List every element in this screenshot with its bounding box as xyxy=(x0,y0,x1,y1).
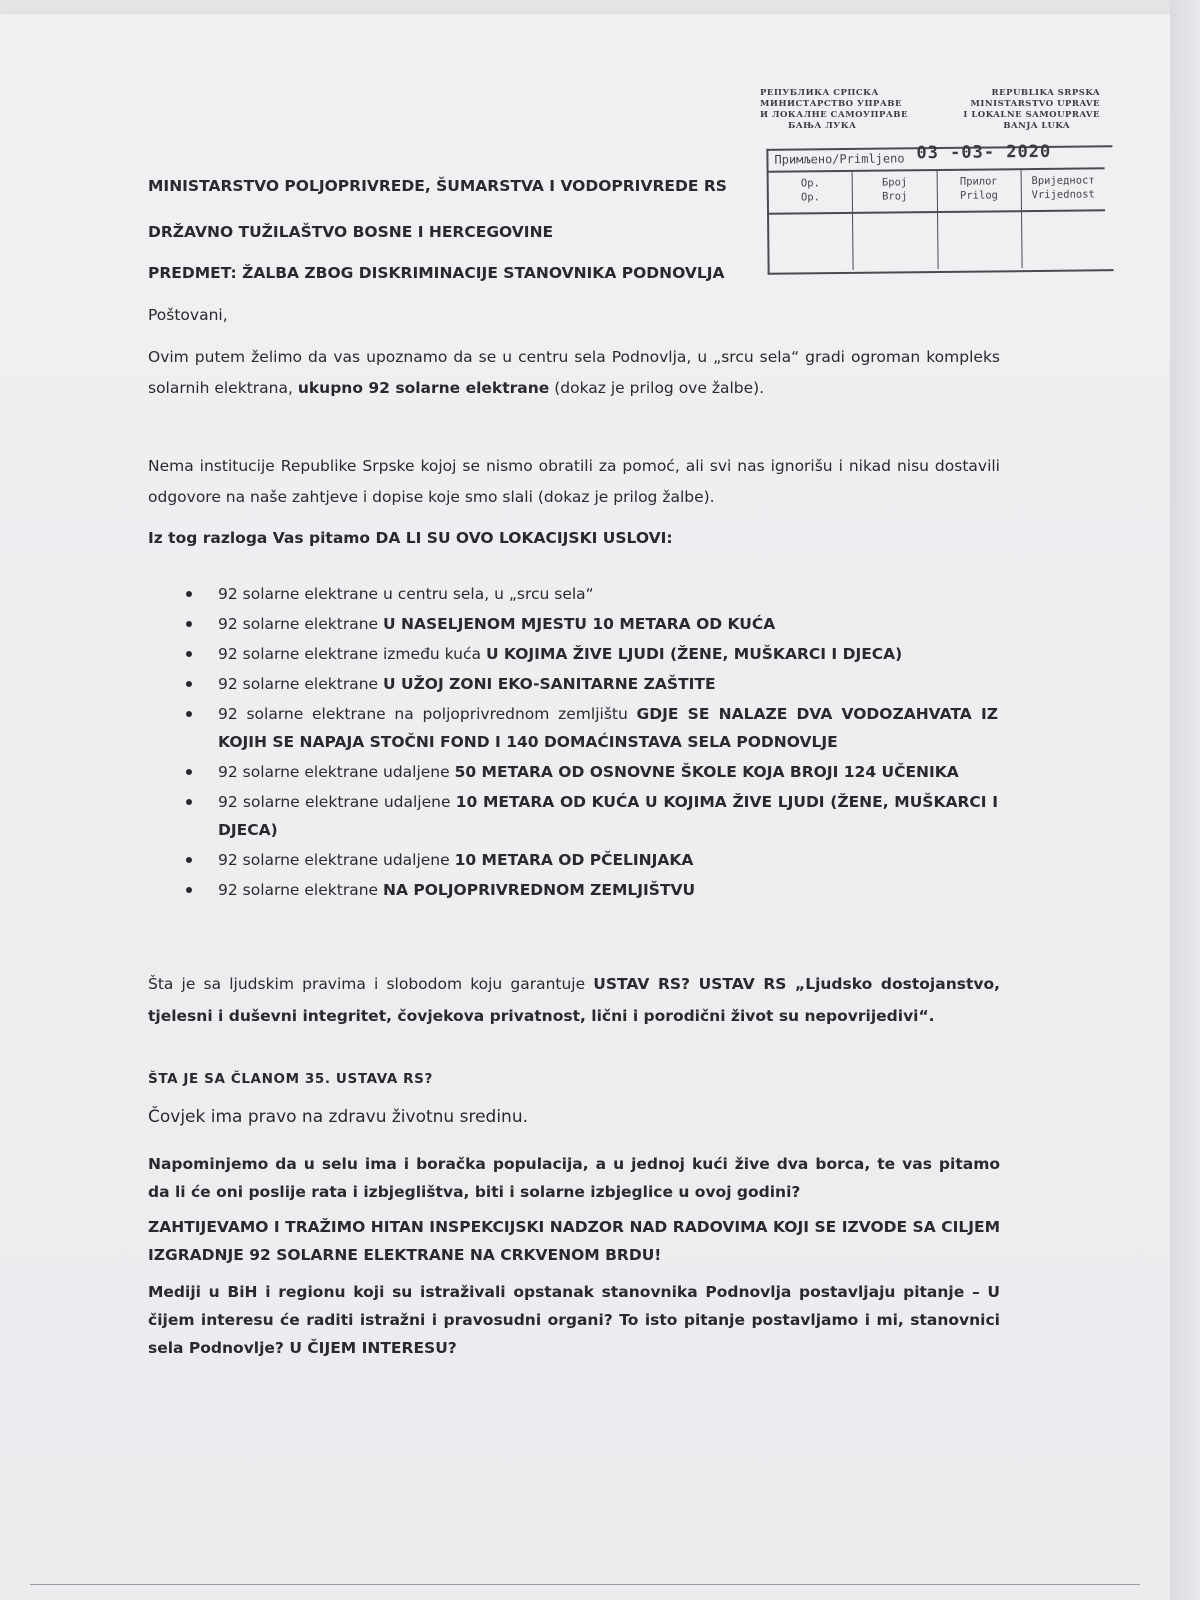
stamp-col-label: Ор. xyxy=(800,177,820,190)
text-span: 92 solarne elektrane xyxy=(218,881,383,899)
bullet-icon xyxy=(186,857,192,863)
text-span: 92 solarne elektrane udaljene xyxy=(218,793,456,811)
text-span: 92 solarne elektrane udaljene xyxy=(218,851,455,869)
stamp-line: И ЛОКАЛНЕ САМОУПРАВЕ xyxy=(760,110,908,120)
stamp-date: 03 -03- 2020 xyxy=(916,141,1052,164)
list-item xyxy=(186,788,998,844)
text-span: 92 solarne elektrane između kuća xyxy=(218,645,486,663)
text-span: 92 solarne elektrane xyxy=(218,615,383,633)
paragraph-veterans: Napominjemo da u selu ima i boračka populacija, a u jednoj kući žive dva borca, te vas pitamo da li će oni poslije rata i izbjeglištva, biti i solarne izbjeglice u ovoj godini? xyxy=(148,1155,1000,1201)
paragraph-question xyxy=(148,527,1000,549)
stamp-col-label: Број xyxy=(881,176,908,189)
stamp-col-label: Prilog xyxy=(959,189,999,202)
text-span: (dokaz je prilog ove žalbe). xyxy=(549,379,765,397)
stamp-received-label: Примљено/Primljeno xyxy=(774,151,905,167)
list-item xyxy=(186,580,998,608)
text-span: Šta je sa ljudskim pravima i slobodom koju garantuje xyxy=(148,975,594,993)
bullet-icon xyxy=(186,799,192,805)
text-span-bold: ukupno 92 solarne elektrane xyxy=(297,379,550,397)
paragraph-demand: ZAHTIJEVAMO I TRAŽIMO HITAN INSPEKCIJSKI NADZOR NAD RADOVIMA KOJI SE IZVODE SA CILJEM IZGRADNJE 92 SOLARNE ELEKTRANE NA CRKVENOM BRDU! xyxy=(148,1218,1000,1264)
stamp-line: БАЊА ЛУКА xyxy=(788,121,857,131)
subject-line: PREDMET: ŽALBA ZBOG DISKRIMINACIJE STANOVNIKA PODNOVLJA xyxy=(148,264,725,282)
stamp-line: BANJA LUKA xyxy=(1003,121,1070,131)
text-span: 92 solarne elektrane na poljoprivrednom zemljištu xyxy=(218,705,637,723)
stamp-col-label: Прилог xyxy=(959,175,998,188)
page-bottom-line xyxy=(30,1584,1140,1585)
list-item xyxy=(186,876,998,904)
bullet-icon xyxy=(186,711,192,717)
paragraph-constitution xyxy=(148,968,1000,1032)
list-item xyxy=(186,670,998,698)
bullet-icon xyxy=(186,621,192,627)
bullet-icon xyxy=(186,681,192,687)
article-35-question: ŠTA JE SA ČLANOM 35. USTAVA RS? xyxy=(148,1071,433,1087)
stamp-col-label: Broj xyxy=(882,190,908,203)
page-edge xyxy=(1170,0,1200,1600)
stamp-line: I LOKALNE SAMOUPRAVE xyxy=(963,110,1100,120)
list-item xyxy=(186,758,998,786)
text-span-bold: NA POLJOPRIVREDNOM ZEMLJIŠTVU xyxy=(383,881,696,899)
paragraph-right-environment: Čovjek ima pravo na zdravu životnu sredinu. xyxy=(148,1107,529,1127)
text-span-bold: U KOJIMA ŽIVE LJUDI (ŽENE, MUŠKARCI I DJECA) xyxy=(485,645,903,663)
text-span-bold: U NASELJENOM MJESTU 10 METARA OD KUĆA xyxy=(383,615,776,633)
text-span: 92 solarne elektrane udaljene xyxy=(218,763,455,781)
stamp-line: МИНИСТАРСТВО УПРАВЕ xyxy=(760,99,902,109)
recipient-ministry: MINISTARSTVO POLJOPRIVREDE, ŠUMARSTVA I VODOPRIVREDE RS xyxy=(148,177,727,195)
paragraph-media: Mediji u BiH i regionu koji su istraživali opstanak stanovnika Podnovlja postavljaju pitanje – U čijem interesu će raditi istražni i pravosudni organi? To isto pitanje postavljamo i mi, stanovnici sela Podnovlje? U ČIJEM INTERESU? xyxy=(148,1283,1000,1357)
received-stamp xyxy=(766,141,1113,275)
list-item xyxy=(186,700,998,756)
text-span-bold: 50 METARA OD OSNOVNE ŠKOLE KOJA BROJI 124 UČENIKA xyxy=(454,763,959,781)
text-span-bold: 10 METARA OD PČELINJAKA xyxy=(454,851,694,869)
stamp-header xyxy=(760,88,1100,132)
text-span: Iz tog razloga Vas pitamo xyxy=(148,529,376,547)
conditions-list xyxy=(186,580,998,906)
list-item xyxy=(186,640,998,668)
paragraph-intro xyxy=(148,342,1000,404)
bullet-icon xyxy=(186,651,192,657)
list-item xyxy=(186,846,998,874)
recipient-prosecutor: DRŽAVNO TUŽILAŠTVO BOSNE I HERCEGOVINE xyxy=(148,223,554,241)
greeting: Poštovani, xyxy=(148,306,228,324)
paragraph-institutions: Nema institucije Republike Srpske kojoj se nismo obratili za pomoć, ali svi nas ignorišu i nikad nisu dostavili odgovore na naše zahtjeve i dopise koje smo slali (dokaz je prilog žalbe). xyxy=(148,457,1000,506)
text-span: 92 solarne elektrane xyxy=(218,675,383,693)
stamp-col-label: Ор. xyxy=(800,191,821,204)
bullet-icon xyxy=(186,591,192,597)
stamp-col-label: Vrijednost xyxy=(1031,188,1095,202)
text-span-bold: DA LI SU OVO LOKACIJSKI USLOVI: xyxy=(375,529,673,547)
bullet-icon xyxy=(186,769,192,775)
stamp-col xyxy=(1021,169,1105,268)
bullet-icon xyxy=(186,887,192,893)
stamp-line: REPUBLIKA SRPSKA xyxy=(991,88,1100,98)
list-item xyxy=(186,610,998,638)
stamp-line: MINISTARSTVO UPRAVE xyxy=(970,99,1100,109)
text-span-bold: 10 METARA OD KUĆA U KOJIMA ŽIVE LJUDI (ŽENE, MUŠKARCI I DJECA) xyxy=(218,793,998,839)
text-span: Ovim putem želimo da vas upoznamo da se u centru sela Podnovlja, u „srcu sela“ gradi ogroman kompleks solarnih elektrana, xyxy=(148,348,1000,397)
text-span-bold: GDJE SE NALAZE DVA VODOZAHVATA IZ KOJIH SE NAPAJA STOČNI FOND I 140 DOMAĆINSTAVA SELA PODNOVLJE xyxy=(218,705,998,751)
stamp-col-label: Вриједност xyxy=(1031,174,1095,188)
text-span: 92 solarne elektrane u centru sela, u „srcu sela“ xyxy=(218,585,594,603)
text-span-bold: U UŽOJ ZONI EKO-SANITARNE ZAŠTITE xyxy=(383,675,716,693)
stamp-line: РЕПУБЛИКА СРПСКА xyxy=(760,88,879,98)
text-span-bold: USTAV RS? USTAV RS „Ljudsko dostojanstvo, tjelesni i duševni integritet, čovjekova privatnost, lični i porodični život su nepovrijedivi“. xyxy=(148,975,1001,1025)
